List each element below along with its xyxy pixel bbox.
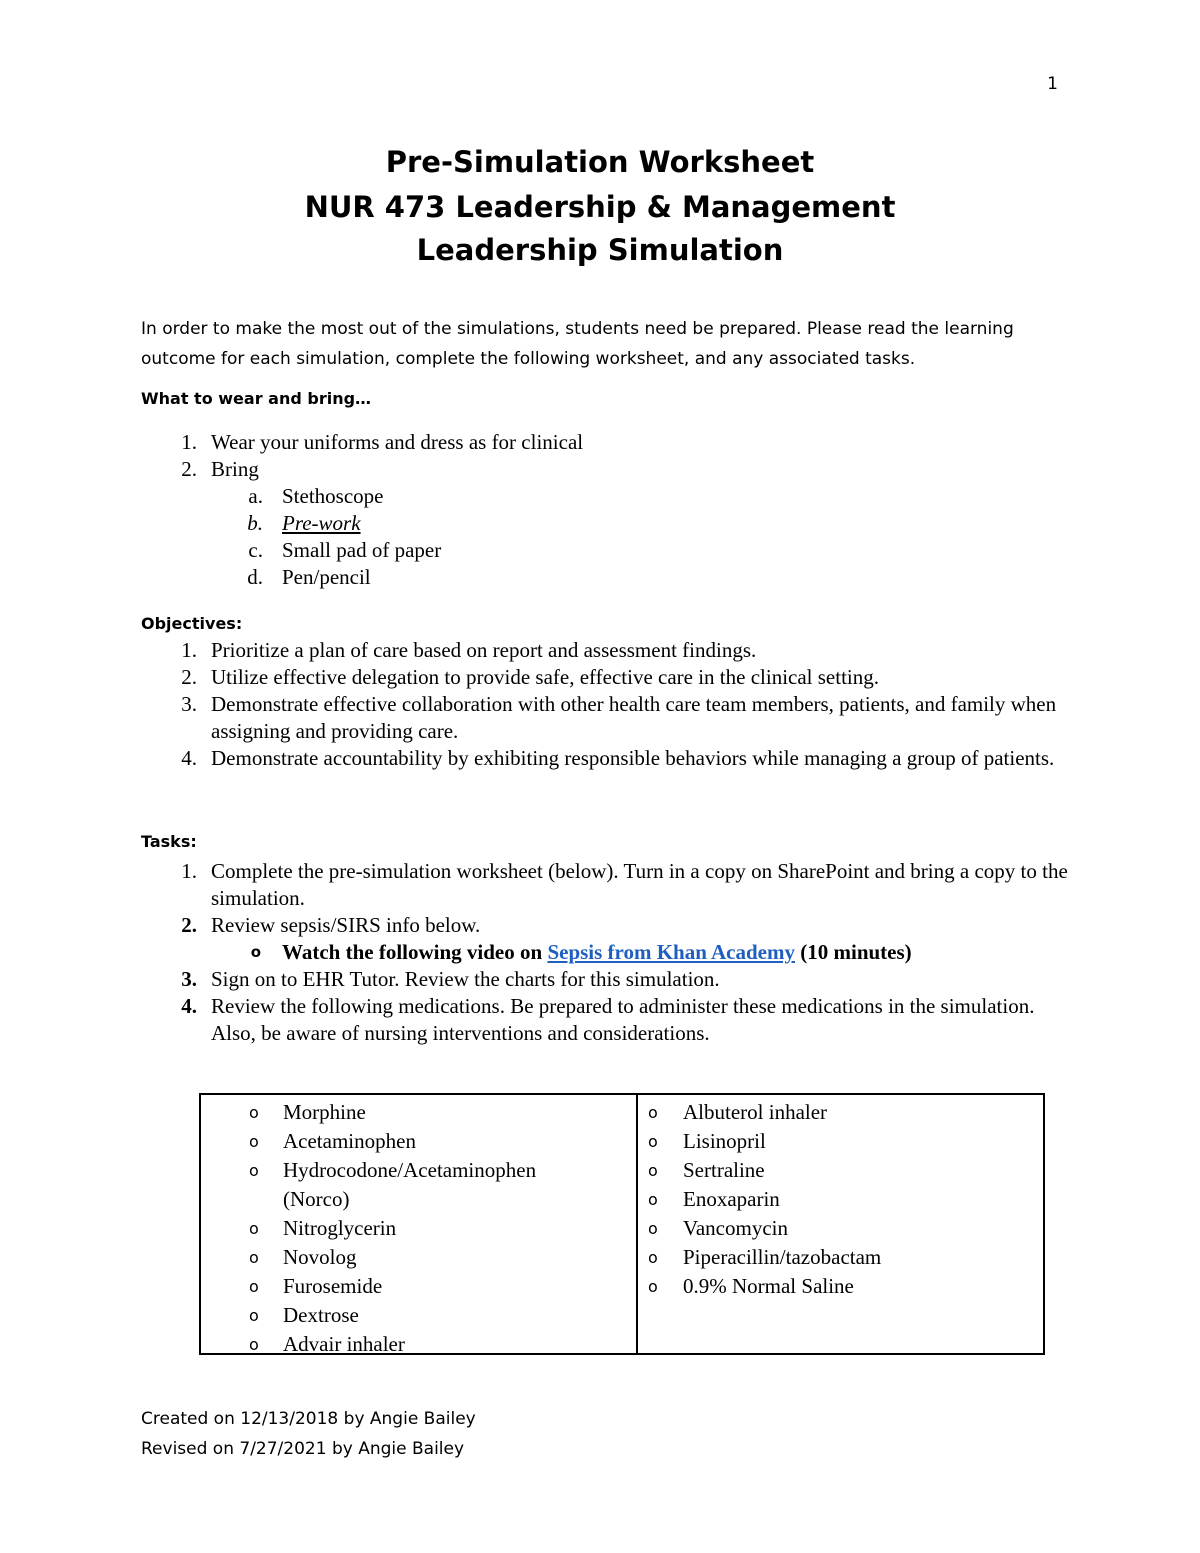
medication-item bbox=[638, 1185, 1043, 1214]
objectives-heading: Objectives: bbox=[141, 614, 243, 633]
medication-item bbox=[201, 1301, 636, 1330]
list-item bbox=[141, 456, 1071, 483]
medication-name: Dextrose bbox=[283, 1303, 359, 1327]
medication-item bbox=[201, 1098, 636, 1127]
list-number: 3. bbox=[181, 692, 197, 716]
list-item bbox=[141, 691, 1071, 745]
tasks-heading: Tasks: bbox=[141, 832, 197, 851]
list-item bbox=[141, 637, 1071, 664]
medication-item bbox=[201, 1272, 636, 1301]
course-title: NUR 473 Leadership & Management bbox=[304, 190, 896, 224]
list-text: Wear your uniforms and dress as for clinical bbox=[211, 430, 584, 454]
medication-name: Albuterol inhaler bbox=[683, 1100, 828, 1124]
medication-name: Enoxaparin bbox=[683, 1187, 780, 1211]
sub-list-item bbox=[141, 483, 1071, 510]
list-text: Stethoscope bbox=[282, 484, 384, 508]
bullet-marker: o bbox=[249, 1248, 259, 1267]
bullet-marker: o bbox=[250, 943, 261, 961]
list-item bbox=[141, 966, 1071, 993]
objectives-list bbox=[141, 637, 1071, 772]
created-note: Created on 12/13/2018 by Angie Bailey bbox=[141, 1409, 476, 1429]
list-number: 4. bbox=[181, 746, 197, 770]
footer bbox=[141, 1404, 476, 1464]
medication-name: Morphine bbox=[283, 1100, 366, 1124]
medication-item bbox=[201, 1156, 636, 1214]
list-number: 4. bbox=[181, 994, 197, 1018]
bullet-marker: o bbox=[648, 1277, 658, 1296]
medication-item bbox=[201, 1127, 636, 1156]
list-text: Prioritize a plan of care based on report and assessment findings. bbox=[211, 638, 757, 662]
list-letter: d. bbox=[247, 565, 263, 589]
list-number: 1. bbox=[181, 430, 197, 454]
list-number: 2. bbox=[181, 457, 197, 481]
revised-note: Revised on 7/27/2021 by Angie Bailey bbox=[141, 1439, 465, 1459]
bullet-marker: o bbox=[249, 1161, 259, 1180]
medication-item bbox=[638, 1156, 1043, 1185]
medication-column-right bbox=[638, 1095, 1043, 1353]
medication-item bbox=[638, 1098, 1043, 1127]
sub-list-item bbox=[141, 510, 1071, 537]
page-number: 1 bbox=[1047, 74, 1058, 94]
list-number: 2. bbox=[181, 665, 197, 689]
medication-name: Advair inhaler bbox=[283, 1332, 405, 1356]
list-number: 1. bbox=[181, 859, 197, 883]
tasks-list bbox=[141, 858, 1071, 1047]
document-title: Pre-Simulation Worksheet bbox=[385, 145, 815, 179]
list-item bbox=[141, 858, 1071, 912]
medication-name: Sertraline bbox=[683, 1158, 765, 1182]
bullet-marker: o bbox=[648, 1190, 658, 1209]
list-number: 1. bbox=[181, 638, 197, 662]
medication-item bbox=[638, 1272, 1043, 1301]
medication-item bbox=[638, 1243, 1043, 1272]
medication-name: Nitroglycerin bbox=[283, 1216, 397, 1240]
bullet-marker: o bbox=[648, 1103, 658, 1122]
medication-name: Furosemide bbox=[283, 1274, 383, 1298]
bullet-marker: o bbox=[249, 1219, 259, 1238]
medication-name: 0.9% Normal Saline bbox=[683, 1274, 854, 1298]
list-text: Review sepsis/SIRS info below. bbox=[211, 913, 481, 937]
video-duration: (10 minutes) bbox=[795, 940, 912, 964]
wear-list bbox=[141, 429, 1071, 591]
list-number: 2. bbox=[181, 913, 197, 937]
wear-heading: What to wear and bring… bbox=[141, 389, 372, 408]
bullet-marker: o bbox=[249, 1306, 259, 1325]
medication-table bbox=[199, 1093, 1045, 1355]
list-letter: c. bbox=[248, 538, 263, 562]
simulation-title: Leadership Simulation bbox=[416, 233, 784, 267]
list-item bbox=[141, 429, 1071, 456]
medication-item bbox=[201, 1214, 636, 1243]
medication-name: Acetaminophen bbox=[283, 1129, 416, 1153]
video-prefix: Watch the following video on bbox=[282, 940, 548, 964]
medication-item bbox=[201, 1243, 636, 1272]
medication-name: Vancomycin bbox=[683, 1216, 788, 1240]
list-text: Review the following medications. Be prepared to administer these medications in the simulation. Also, be aware of nursing interventions and considerations. bbox=[211, 994, 1035, 1045]
bullet-marker: o bbox=[648, 1219, 658, 1238]
khan-academy-video-link[interactable]: Sepsis from Khan Academy bbox=[547, 940, 795, 964]
medication-item bbox=[201, 1330, 636, 1359]
medication-name: Lisinopril bbox=[683, 1129, 766, 1153]
medication-item bbox=[638, 1214, 1043, 1243]
list-text: Demonstrate accountability by exhibiting responsible behaviors while managing a group of patients. bbox=[211, 746, 1055, 770]
list-item bbox=[141, 912, 1071, 939]
sub-list-item bbox=[141, 537, 1071, 564]
medication-name: Hydrocodone/Acetaminophen (Norco) bbox=[283, 1158, 537, 1211]
list-text: Complete the pre-simulation worksheet (below). Turn in a copy on SharePoint and bring a copy to the simulation. bbox=[211, 859, 1068, 910]
bullet-marker: o bbox=[249, 1132, 259, 1151]
bullet-marker: o bbox=[648, 1161, 658, 1180]
list-item bbox=[141, 664, 1071, 691]
medication-name: Piperacillin/tazobactam bbox=[683, 1245, 882, 1269]
medication-name: Novolog bbox=[283, 1245, 357, 1269]
list-text: Pen/pencil bbox=[282, 565, 371, 589]
pre-work-text: Pre-work bbox=[282, 511, 361, 535]
sub-list-item bbox=[141, 564, 1071, 591]
intro-paragraph: In order to make the most out of the simulations, students need be prepared. Please read the learning outcome for each simulation, complete the following worksheet, and any associated tasks. bbox=[141, 319, 1014, 369]
list-letter: a. bbox=[248, 484, 263, 508]
bullet-marker: o bbox=[648, 1248, 658, 1267]
list-text: Demonstrate effective collaboration with other health care team members, patients, and family when assigning and providing care. bbox=[211, 692, 1057, 743]
list-letter: b. bbox=[247, 511, 263, 535]
bullet-marker: o bbox=[648, 1132, 658, 1151]
video-item bbox=[141, 939, 1071, 966]
bullet-marker: o bbox=[249, 1335, 259, 1354]
list-text: Bring bbox=[211, 457, 259, 481]
bullet-marker: o bbox=[249, 1277, 259, 1296]
medication-column-left bbox=[201, 1095, 638, 1356]
list-text: Utilize effective delegation to provide safe, effective care in the clinical setting. bbox=[211, 665, 880, 689]
medication-item bbox=[638, 1127, 1043, 1156]
list-text: Small pad of paper bbox=[282, 538, 442, 562]
bullet-marker: o bbox=[249, 1103, 259, 1122]
list-number: 3. bbox=[181, 967, 197, 991]
list-item bbox=[141, 993, 1071, 1047]
list-text: Sign on to EHR Tutor. Review the charts for this simulation. bbox=[211, 967, 720, 991]
list-item bbox=[141, 745, 1071, 772]
